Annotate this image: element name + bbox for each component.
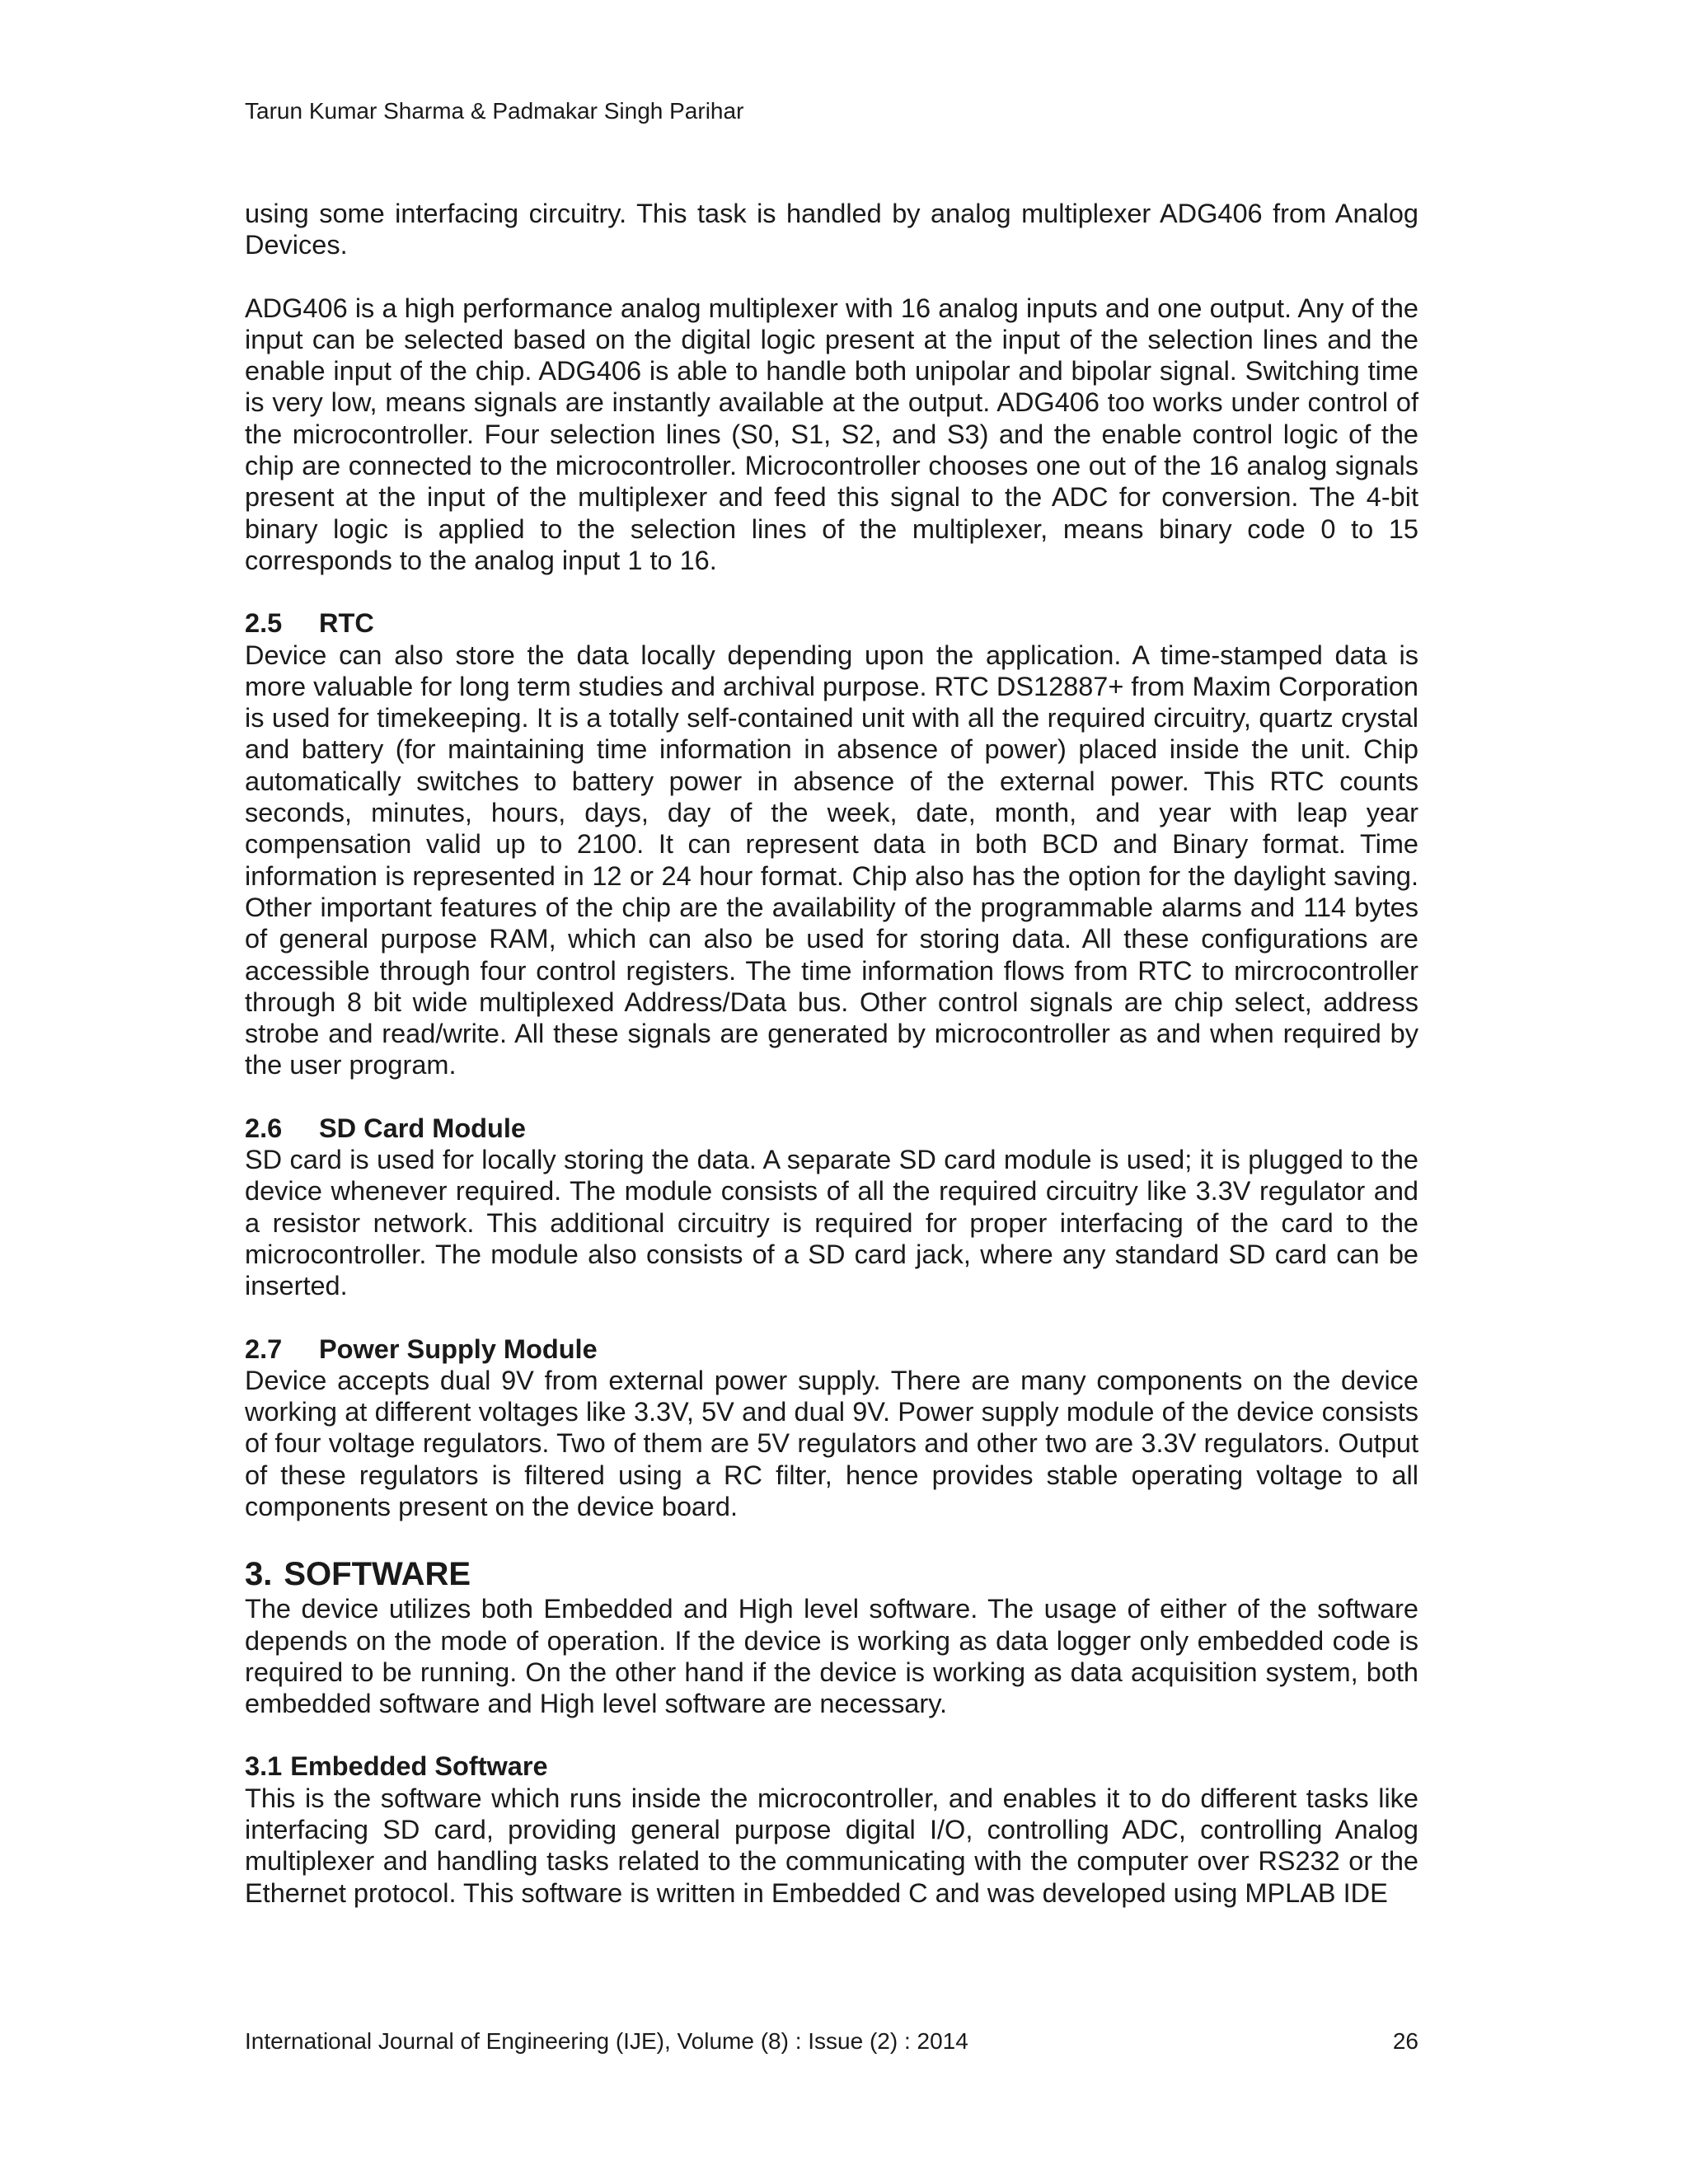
section-number: 3.1 <box>245 1751 283 1782</box>
section-title: SD Card Module <box>319 1113 526 1143</box>
section-heading-software <box>245 1555 1418 1593</box>
section-title: SOFTWARE <box>284 1556 471 1593</box>
article-body <box>245 198 1418 1909</box>
section-number: 3. <box>245 1556 273 1593</box>
paragraph-software: The device utilizes both Embedded and High level software. The usage of either of the software depends on the mode of operation. If the device is working as data logger only embedded code is required to be running. On the other hand if the device is working as data acquisition system, both embedded software and High level software are necessary. <box>245 1594 1418 1719</box>
section-number: 2.5 <box>245 608 283 639</box>
paragraph-embedded-software: This is the software which runs inside the microcontroller, and enables it to do different tasks like interfacing SD card, providing general purpose digital I/O, controlling ADC, controlling Analog multiplexer and handling tasks related to the communicating with the computer over RS232 or the Ethernet protocol. This software is written in Embedded C and was developed using MPLAB IDE <box>245 1783 1418 1908</box>
section-title: RTC <box>319 608 374 639</box>
paragraph-power-supply: Device accepts dual 9V from external power supply. There are many components on the device working at different voltages like 3.3V, 5V and dual 9V. Power supply module of the device consists of four voltage regulators. Two of them are 5V regulators and other two are 3.3V regulators. Output of these regulators is filtered using a RC filter, hence provides stable operating voltage to all components present on the device board. <box>245 1365 1418 1521</box>
section-heading-embedded-software <box>245 1750 1418 1782</box>
paragraph-rtc: Device can also store the data locally depending upon the application. A time-stamped data is more valuable for long term studies and archival purpose. RTC DS12887+ from Maxim Corporation is used for timekeeping. It is a totally self-contained unit with all the required circuitry, quartz crystal and battery (for maintaining time information in absence of power) placed inside the unit. Chip automatically switches to battery power in absence of the external power. This RTC counts seconds, minutes, hours, days, day of the week, date, month, and year with leap year compensation valid up to 2100. It can represent data in both BCD and Binary format. Time information is represented in 12 or 24 hour format. Chip also has the option for the daylight saving. Other important features of the chip are the availability of the programmable alarms and 114 bytes of general purpose RAM, which can also be used for storing data. All these configurations are accessible through four control registers. The time information flows from RTC to mircrocontroller through 8 bit wide multiplexed Address/Data bus. Other control signals are chip select, address strobe and read/write. All these signals are generated by microcontroller as and when required by the user program. <box>245 640 1418 1080</box>
page-number: 26 <box>1392 2028 1418 2054</box>
section-number: 2.7 <box>245 1333 283 1364</box>
running-header: Tarun Kumar Sharma & Padmakar Singh Parihar <box>245 98 744 124</box>
running-footer <box>245 2027 1418 2055</box>
paragraph-intro-continuation: using some interfacing circuitry. This task is handled by analog multiplexer ADG406 from Analog Devices. <box>245 199 1418 260</box>
journal-citation: International Journal of Engineering (IJE), Volume (8) : Issue (2) : 2014 <box>245 2028 968 2054</box>
section-heading-rtc <box>245 607 1418 639</box>
paragraph-sd-card: SD card is used for locally storing the data. A separate SD card module is used; it is plugged to the device whenever required. The module consists of all the required circuitry like 3.3V regulator and a resistor network. This additional circuitry is required for proper interfacing of the card to the microcontroller. The module also consists of a SD card jack, where any standard SD card can be inserted. <box>245 1145 1418 1301</box>
section-number: 2.6 <box>245 1113 283 1143</box>
section-title: Embedded Software <box>290 1751 548 1782</box>
section-heading-power-supply <box>245 1333 1418 1365</box>
section-heading-sd-card <box>245 1113 1418 1144</box>
section-title: Power Supply Module <box>319 1333 598 1364</box>
paragraph-adg406: ADG406 is a high performance analog multiplexer with 16 analog inputs and one output. Any of the input can be selected based on the digital logic present at the input of the selection lines and the enable input of the chip. ADG406 is able to handle both unipolar and bipolar signal. Switching time is very low, means signals are instantly available at the output. ADG406 too works under control of the microcontroller. Four selection lines (S0, S1, S2, and S3) and the enable control logic of the chip are connected to the microcontroller. Microcontroller chooses one out of the 16 analog signals present at the input of the multiplexer and feed this signal to the ADC for conversion. The 4-bit binary logic is applied to the selection lines of the multiplexer, means binary code 0 to 15 corresponds to the analog input 1 to 16. <box>245 293 1418 575</box>
